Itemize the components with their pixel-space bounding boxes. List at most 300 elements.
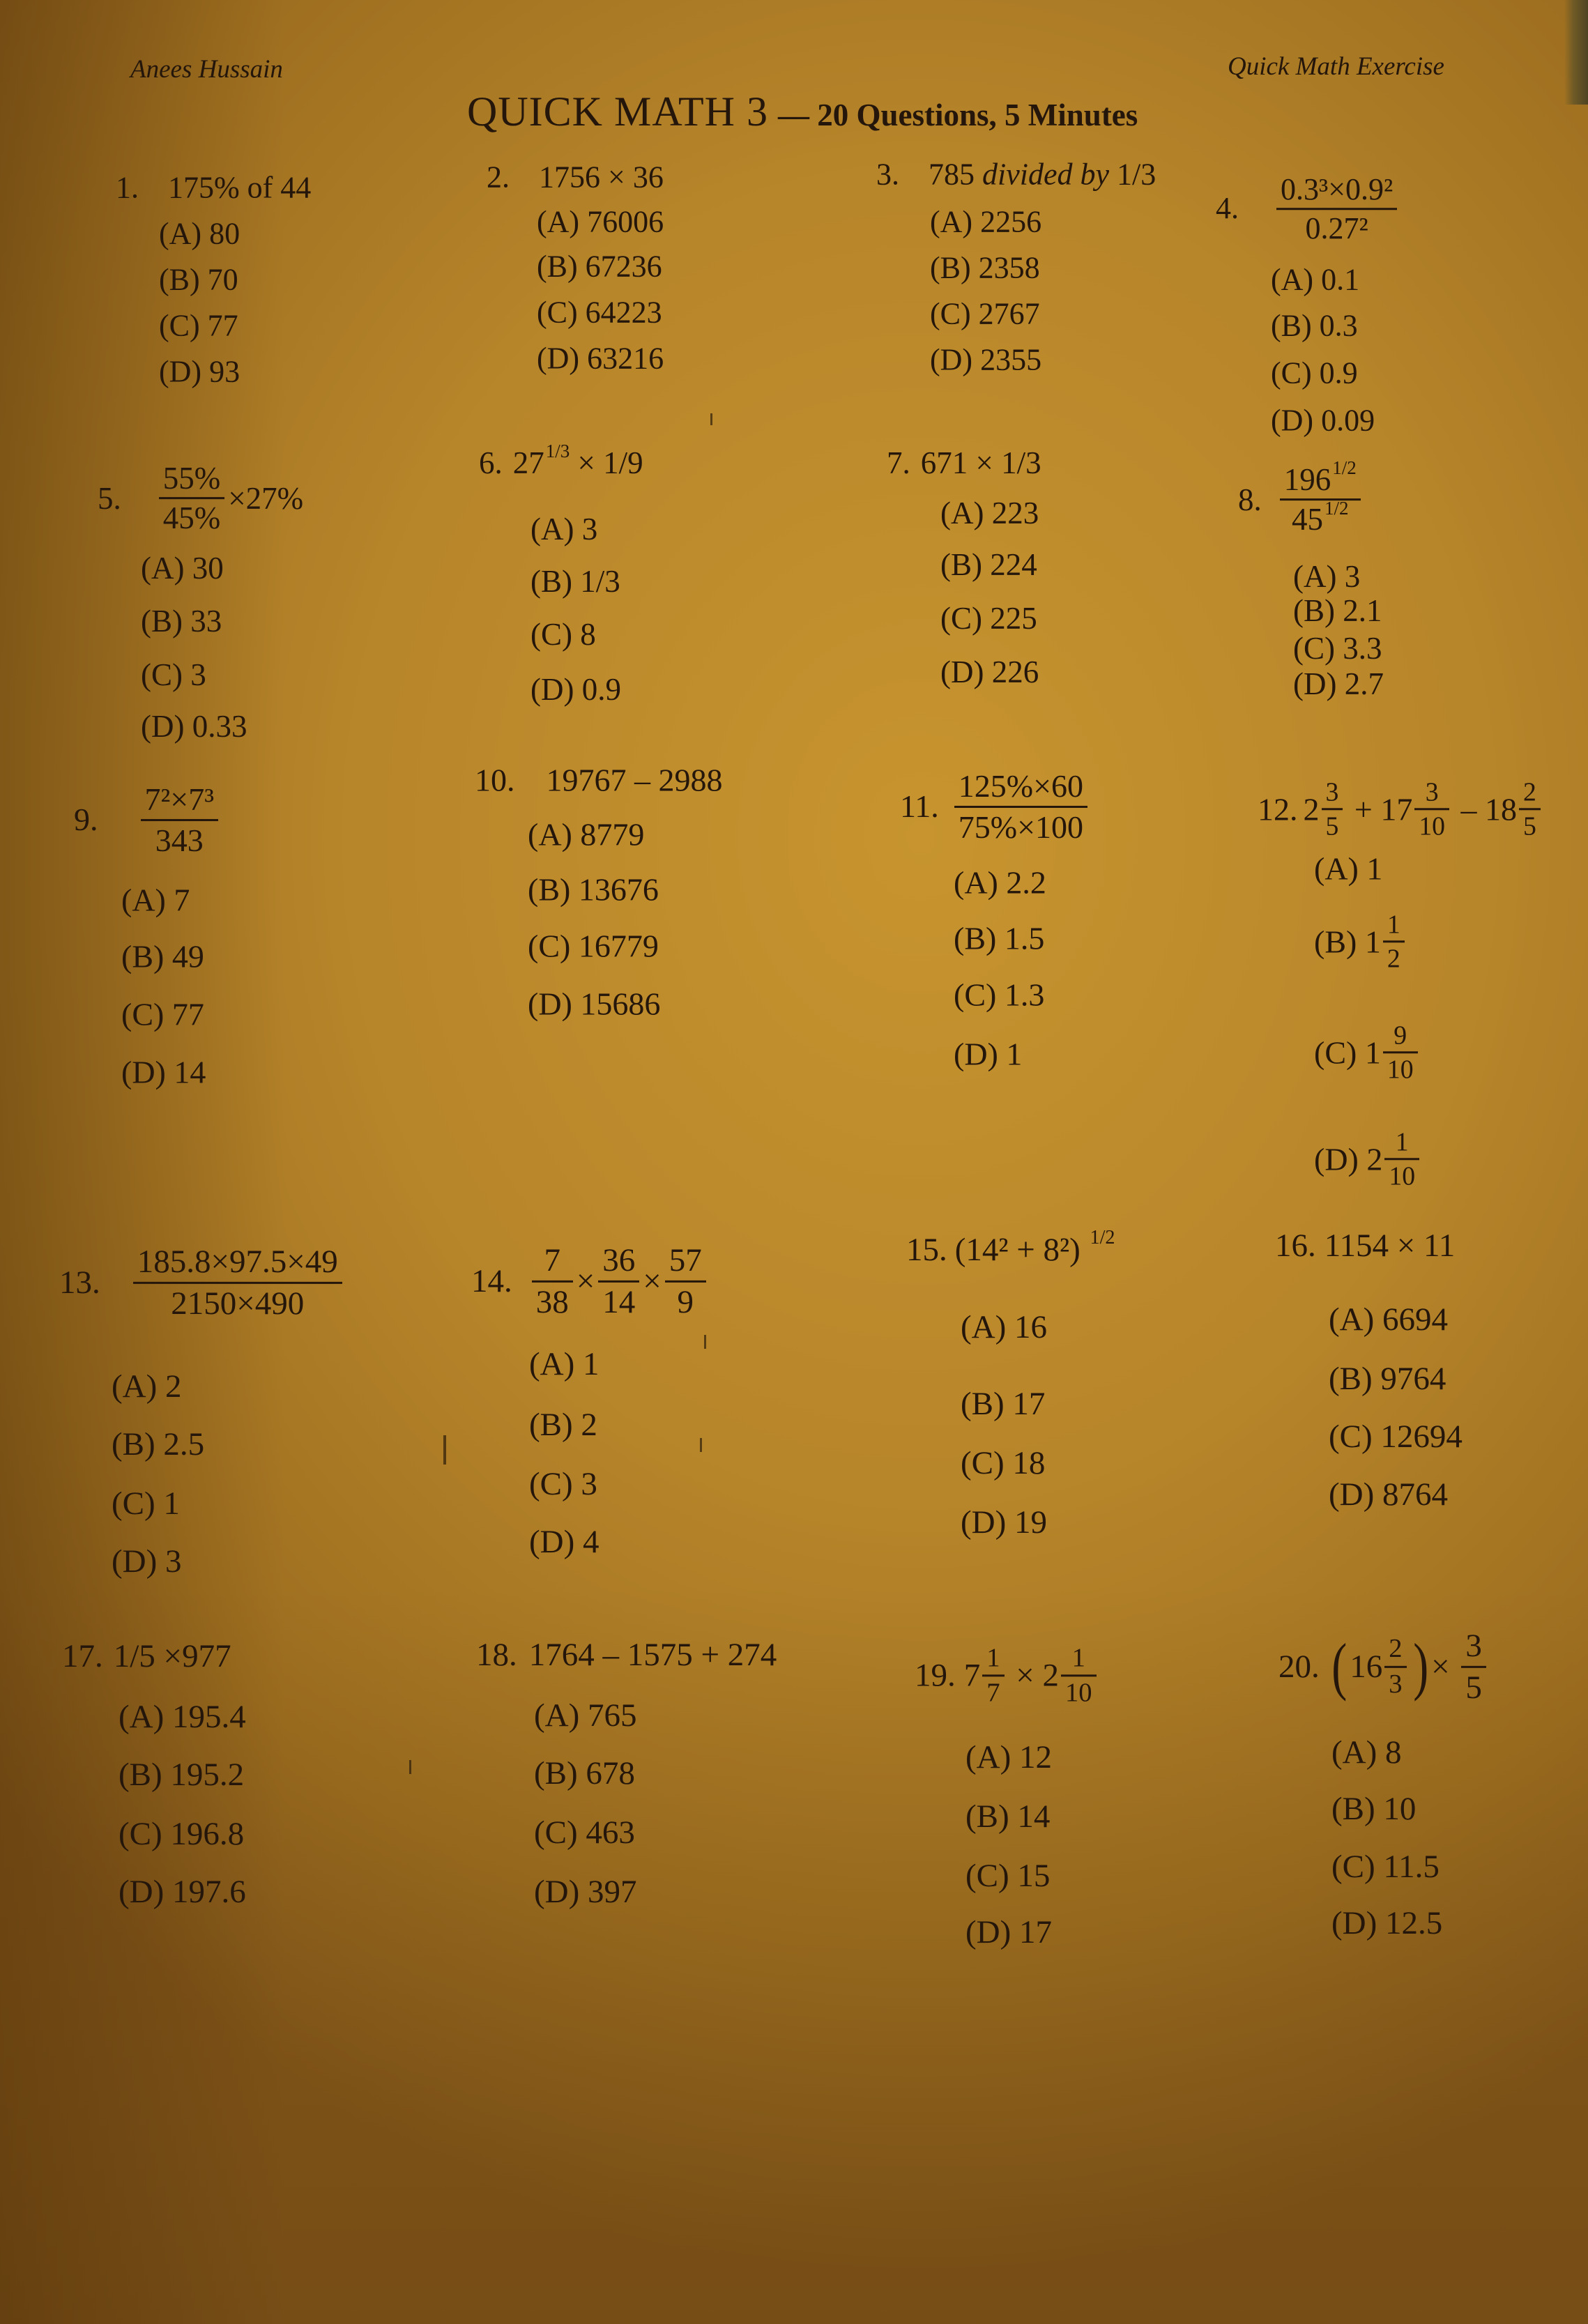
option-c: (C) 77 xyxy=(121,996,204,1032)
title-subtitle: — 20 Questions, 5 Minutes xyxy=(778,98,1138,132)
option-a: (A) 3 xyxy=(1293,559,1361,594)
question-expression xyxy=(951,768,1091,845)
expression-text: 36 xyxy=(602,1241,636,1278)
print-speck xyxy=(704,1335,706,1349)
question-number: 14. xyxy=(471,1262,512,1299)
expression-text: 5 xyxy=(1325,811,1339,841)
fraction-numerator xyxy=(1461,1628,1486,1665)
expression-text: 1/3 xyxy=(1109,157,1156,192)
question-line xyxy=(476,1635,777,1674)
option-c: (C) 3 xyxy=(529,1465,597,1502)
option-a: (A) 8 xyxy=(1331,1734,1402,1771)
fraction-denominator xyxy=(1322,812,1343,841)
option-c: (C) 463 xyxy=(534,1814,635,1851)
expression-text: 9 xyxy=(1394,1020,1407,1050)
question-expression xyxy=(964,1643,1100,1708)
fraction xyxy=(1061,1643,1097,1708)
fraction-denominator xyxy=(982,1679,1004,1708)
fraction-bar xyxy=(1276,208,1397,211)
expression-text: 125%×60 xyxy=(958,767,1084,804)
mixed-number xyxy=(1304,777,1347,841)
question-number: 4. xyxy=(1216,191,1239,226)
expression-text: 3 xyxy=(1425,777,1439,807)
fraction-bar xyxy=(982,1675,1004,1677)
expression-text: 10 xyxy=(1387,1055,1414,1085)
fraction xyxy=(665,1242,706,1320)
question-number: 19. xyxy=(915,1657,956,1694)
fraction-numerator xyxy=(159,461,225,496)
fraction-bar xyxy=(1519,809,1541,811)
option-c: (C) 18 xyxy=(961,1444,1046,1481)
mixed-number xyxy=(1043,1643,1100,1708)
option-a: (A) 3 xyxy=(530,512,598,546)
question-expression xyxy=(528,1242,710,1320)
question-line xyxy=(900,768,1091,845)
fraction-denominator xyxy=(1061,1679,1097,1708)
expression-text: 785 xyxy=(929,157,982,192)
expression-text: (B) xyxy=(1314,924,1365,960)
question-line xyxy=(1238,457,1364,537)
question-expression xyxy=(1304,777,1544,841)
option-b: (B) 195.2 xyxy=(119,1756,245,1793)
fraction-bar xyxy=(1384,1666,1406,1668)
expression-text: 1764 – 1575 + 274 xyxy=(528,1636,777,1673)
question-expression xyxy=(168,170,311,207)
expression-text: 1 xyxy=(1395,1127,1409,1157)
expression-text: 343 xyxy=(155,822,204,858)
question-line xyxy=(876,157,1156,194)
question-line xyxy=(475,760,723,799)
author-name: Anees Hussain xyxy=(130,54,283,84)
fraction xyxy=(532,1242,573,1320)
fraction xyxy=(1280,457,1361,537)
print-speck xyxy=(443,1435,446,1465)
expression-text: 2150×490 xyxy=(171,1285,305,1322)
option-a: (A) 195.4 xyxy=(119,1698,246,1735)
option-c: (C) 225 xyxy=(940,601,1037,636)
option-b: (B) 2 xyxy=(529,1406,597,1443)
question-line xyxy=(887,444,1041,482)
mixed-number xyxy=(1380,777,1453,841)
exercise-label: Quick Math Exercise xyxy=(1228,52,1444,81)
option-c: (C) 2767 xyxy=(930,296,1040,331)
fraction-numerator xyxy=(141,781,219,818)
option-c: (C) 64223 xyxy=(537,295,662,330)
option-a: (A) 12 xyxy=(965,1738,1052,1775)
option-c: (C) 77 xyxy=(159,308,238,343)
option-b: (B) 2358 xyxy=(930,250,1040,285)
fraction-denominator xyxy=(598,1284,639,1321)
fraction-bar xyxy=(1384,1159,1419,1161)
expression-text: 0.27² xyxy=(1305,211,1368,246)
option-d: (D) 4 xyxy=(529,1523,600,1560)
fraction xyxy=(1384,1127,1419,1191)
expression-text: 19767 – 2988 xyxy=(546,762,723,798)
expression-text: × xyxy=(1007,1657,1043,1694)
option-d: (D) 2.7 xyxy=(1293,666,1384,701)
expression-text: 45 xyxy=(1292,502,1323,537)
option-d: (D) 197.6 xyxy=(119,1873,246,1910)
option-d: (D) 14 xyxy=(121,1054,206,1090)
option-b: (B) 33 xyxy=(141,604,222,639)
whole-number: 2 xyxy=(1366,1141,1383,1177)
option-a: (A) 8779 xyxy=(528,816,645,853)
expression-text: 1 xyxy=(1071,1643,1085,1673)
fraction-numerator xyxy=(1384,1634,1406,1664)
whole-number: 16 xyxy=(1350,1648,1383,1685)
option-d: (D) 3 xyxy=(112,1543,182,1580)
option-d: (D) 226 xyxy=(940,655,1039,689)
fraction-bar xyxy=(1322,809,1343,811)
expression-text: 3 xyxy=(1465,1627,1482,1664)
question-expression xyxy=(1329,1628,1490,1706)
fraction xyxy=(1461,1628,1486,1706)
mixed-number xyxy=(1366,1127,1423,1191)
fraction-numerator xyxy=(1068,1643,1090,1673)
option-d: (D) 0.09 xyxy=(1271,403,1375,438)
fraction-denominator xyxy=(1383,945,1405,974)
question-line xyxy=(1278,1628,1490,1706)
whole-number: 17 xyxy=(1380,791,1413,827)
fraction-bar xyxy=(159,498,225,500)
expression-text: 7 xyxy=(544,1241,560,1278)
question-number: 7. xyxy=(887,445,910,480)
option-d xyxy=(1314,1127,1423,1191)
option-d: (D) 12.5 xyxy=(1331,1904,1443,1941)
fraction-numerator xyxy=(1322,777,1343,806)
expression-text: 10 xyxy=(1065,1678,1092,1708)
option-c: (C) 3.3 xyxy=(1293,631,1382,666)
option-d: (D) 0.33 xyxy=(141,709,247,744)
question-line xyxy=(906,1226,1115,1269)
option-c: (C) 15 xyxy=(965,1857,1051,1894)
fraction-denominator xyxy=(1384,1669,1406,1699)
option-b: (B) 1/3 xyxy=(530,564,620,599)
mixed-number xyxy=(1350,1634,1410,1699)
fraction-numerator xyxy=(540,1242,565,1279)
fraction-denominator xyxy=(1384,1162,1419,1191)
expression-text: (C) xyxy=(1314,1034,1365,1071)
fraction xyxy=(954,768,1087,845)
option-c: (C) 12694 xyxy=(1329,1418,1463,1455)
fraction xyxy=(1383,910,1405,973)
expression-text: 27 xyxy=(512,445,544,480)
option-b: (B) 70 xyxy=(159,262,238,297)
print-speck xyxy=(409,1760,411,1774)
fraction-numerator xyxy=(1383,910,1405,939)
fraction-numerator xyxy=(1389,1020,1411,1050)
expression-text: 55% xyxy=(162,461,221,496)
parenthesis: ) xyxy=(1412,1630,1428,1702)
fraction-denominator xyxy=(1383,1055,1418,1085)
option-b: (B) 14 xyxy=(965,1798,1051,1835)
italic-text: divided by xyxy=(982,157,1110,192)
expression-text: × xyxy=(576,1262,595,1299)
expression-text: 175% of 44 xyxy=(168,170,312,205)
option-a: (A) 765 xyxy=(534,1697,637,1734)
expression-text: 10 xyxy=(1389,1161,1416,1191)
expression-text: × xyxy=(643,1262,662,1299)
question-expression xyxy=(954,1226,1115,1269)
option-a: (A) 6694 xyxy=(1329,1301,1448,1338)
fraction xyxy=(141,781,219,858)
question-number: 6. xyxy=(479,445,503,480)
fraction-bar xyxy=(598,1281,639,1283)
expression-text: × 1/9 xyxy=(570,445,643,480)
fraction xyxy=(1383,1020,1418,1084)
fraction-bar xyxy=(954,806,1087,808)
question-line xyxy=(1216,172,1400,246)
question-expression xyxy=(1324,1226,1456,1265)
fraction-bar xyxy=(133,1282,342,1284)
option-d: (D) 19 xyxy=(961,1504,1047,1541)
option-c: (C) 1 xyxy=(112,1485,180,1522)
mixed-number xyxy=(964,1643,1008,1708)
question-line xyxy=(479,441,643,482)
whole-number: 7 xyxy=(963,1657,981,1694)
option-d: (D) 93 xyxy=(159,354,241,389)
fraction-denominator xyxy=(954,809,1087,846)
question-expression xyxy=(529,1635,777,1674)
question-number: 2. xyxy=(487,160,510,194)
question-number: 11. xyxy=(900,788,939,825)
option-b: (B) 1.5 xyxy=(954,920,1045,956)
mixed-number xyxy=(1485,777,1544,841)
option-c xyxy=(1314,1020,1421,1084)
fraction-bar xyxy=(1061,1675,1097,1677)
title-main: QUICK MATH 3 xyxy=(467,89,768,135)
question-expression xyxy=(512,441,643,482)
whole-number: 2 xyxy=(1042,1657,1060,1694)
fraction xyxy=(1384,1634,1406,1699)
fraction xyxy=(133,1244,342,1322)
question-number: 13. xyxy=(59,1264,100,1301)
option-b: (B) 9764 xyxy=(1329,1360,1446,1397)
expression-text: 196 xyxy=(1283,462,1331,498)
expression-text: 7 xyxy=(986,1678,1000,1708)
fraction-denominator xyxy=(159,501,225,536)
option-b: (B) 17 xyxy=(961,1385,1046,1422)
option-b: (B) 0.3 xyxy=(1271,308,1358,343)
fraction-bar xyxy=(665,1281,706,1283)
expression-text: 7²×7³ xyxy=(144,781,215,817)
option-a: (A) 1 xyxy=(529,1345,600,1382)
expression-text: ×27% xyxy=(228,481,304,516)
question-expression xyxy=(137,781,222,858)
option-c: (C) 8 xyxy=(530,617,596,652)
expression-text: 5 xyxy=(1523,811,1536,841)
option-c: (C) 3 xyxy=(141,657,206,692)
question-line xyxy=(74,781,222,858)
fraction xyxy=(598,1242,639,1320)
option-d: (D) 15686 xyxy=(528,986,661,1022)
fraction-denominator xyxy=(673,1284,698,1321)
question-expression xyxy=(921,444,1041,482)
expression-text: 10 xyxy=(1419,811,1446,841)
question-expression xyxy=(1276,457,1364,537)
option-b: (B) 2.5 xyxy=(112,1425,205,1462)
option-b: (B) 49 xyxy=(121,938,204,974)
option-a: (A) 7 xyxy=(121,882,190,918)
question-line xyxy=(116,170,311,207)
option-a: (A) 80 xyxy=(159,216,241,251)
question-expression xyxy=(929,157,1156,194)
expression-text: 2 xyxy=(1389,1634,1403,1664)
expression-text: 1756 × 36 xyxy=(539,160,664,194)
option-d: (D) 397 xyxy=(534,1873,637,1910)
fraction-bar xyxy=(532,1281,573,1283)
fraction-denominator xyxy=(1288,497,1353,537)
option-b: (B) 13676 xyxy=(528,871,659,908)
option-b: (B) 2.1 xyxy=(1293,593,1382,628)
option-c: (C) 1.3 xyxy=(954,977,1045,1013)
option-b: (B) 10 xyxy=(1331,1790,1417,1827)
expression-text: 75%×100 xyxy=(958,809,1084,845)
page-title xyxy=(467,86,1138,137)
fraction-bar xyxy=(1414,809,1449,811)
print-speck xyxy=(710,413,712,425)
whole-number: 1 xyxy=(1364,924,1381,960)
question-number: 1. xyxy=(116,170,139,205)
mixed-number xyxy=(1365,1020,1421,1084)
fraction xyxy=(159,461,225,536)
option-d: (D) 1 xyxy=(954,1036,1023,1072)
fraction-numerator xyxy=(982,1643,1004,1673)
print-speck xyxy=(700,1438,702,1452)
expression-text: 2 xyxy=(1387,944,1400,974)
expression-text: (D) xyxy=(1314,1141,1367,1177)
expression-text: 1 xyxy=(1387,910,1400,940)
fraction-numerator xyxy=(133,1244,342,1281)
option-b: (B) 67236 xyxy=(537,249,662,284)
fraction xyxy=(982,1643,1004,1708)
expression-text: 185.8×97.5×49 xyxy=(137,1243,338,1280)
fraction xyxy=(1322,777,1343,841)
question-expression xyxy=(130,1244,346,1322)
table-edge xyxy=(1564,0,1588,105)
fraction-bar xyxy=(1383,941,1405,943)
expression-text: (14² + 8²) xyxy=(954,1231,1089,1268)
question-line xyxy=(487,160,664,197)
fraction xyxy=(1519,777,1541,841)
whole-number: 2 xyxy=(1303,791,1320,827)
option-d: (D) 2355 xyxy=(930,342,1042,377)
option-d: (D) 8764 xyxy=(1329,1476,1448,1513)
expression-text: 1 xyxy=(986,1643,1000,1673)
question-line xyxy=(59,1244,346,1322)
question-number: 9. xyxy=(74,802,98,838)
question-number: 17. xyxy=(62,1637,103,1674)
fraction-numerator xyxy=(954,768,1087,804)
option-a: (A) 2.2 xyxy=(954,864,1046,901)
question-number: 16. xyxy=(1275,1227,1316,1264)
option-d: (D) 17 xyxy=(965,1913,1052,1950)
option-a: (A) 2 xyxy=(112,1368,182,1405)
fraction-numerator xyxy=(598,1242,639,1279)
option-a: (A) 16 xyxy=(961,1308,1047,1345)
question-line xyxy=(62,1637,231,1676)
superscript: 1/3 xyxy=(545,441,570,462)
question-expression xyxy=(1273,172,1400,246)
question-number: 20. xyxy=(1278,1648,1320,1685)
superscript: 1/2 xyxy=(1332,457,1357,479)
fraction-bar xyxy=(141,819,219,821)
expression-text: 5 xyxy=(1465,1669,1482,1706)
fraction-denominator xyxy=(167,1285,308,1322)
option-a: (A) 0.1 xyxy=(1271,262,1360,297)
expression-text: 0.3³×0.9² xyxy=(1281,172,1394,207)
option-c: (C) 0.9 xyxy=(1271,356,1358,390)
option-a: (A) 223 xyxy=(940,496,1039,530)
expression-text: 1/5 ×977 xyxy=(113,1637,231,1674)
whole-number: 1 xyxy=(1364,1034,1381,1071)
option-b: (B) 678 xyxy=(534,1755,635,1791)
expression-text: 671 × 1/3 xyxy=(920,445,1041,480)
fraction-denominator xyxy=(1461,1669,1486,1706)
question-number: 8. xyxy=(1238,482,1262,517)
fraction-denominator xyxy=(1301,212,1373,246)
fraction-numerator xyxy=(1280,457,1361,498)
option-a: (A) 2256 xyxy=(930,204,1042,239)
fraction-denominator xyxy=(151,823,208,859)
expression-text: × xyxy=(1431,1648,1458,1685)
mixed-number xyxy=(1365,910,1408,973)
option-c: (C) 11.5 xyxy=(1331,1848,1440,1885)
expression-text: 3 xyxy=(1389,1669,1403,1699)
question-number: 12. xyxy=(1258,791,1298,827)
option-b: (B) 224 xyxy=(940,547,1037,582)
option-a: (A) 1 xyxy=(1314,850,1383,887)
expression-text: 1154 × 11 xyxy=(1324,1227,1456,1264)
expression-text: 3 xyxy=(1325,777,1339,807)
superscript: 1/2 xyxy=(1090,1226,1115,1248)
option-b xyxy=(1314,910,1408,973)
fraction-denominator xyxy=(1414,812,1449,841)
fraction-numerator xyxy=(1276,172,1397,206)
fraction-numerator xyxy=(665,1242,706,1279)
option-a: (A) 30 xyxy=(141,551,224,586)
expression-text: – xyxy=(1453,791,1486,827)
expression-text: 2 xyxy=(1523,777,1536,807)
question-expression xyxy=(114,1637,231,1676)
question-line xyxy=(1258,777,1544,841)
fraction-denominator xyxy=(1519,812,1541,841)
option-c: (C) 16779 xyxy=(528,928,659,964)
expression-text: 9 xyxy=(677,1283,694,1320)
fraction-numerator xyxy=(1421,777,1443,806)
question-number: 18. xyxy=(476,1636,517,1673)
option-d: (D) 0.9 xyxy=(530,672,621,707)
option-a: (A) 76006 xyxy=(537,204,664,239)
question-line xyxy=(98,461,303,536)
fraction-bar xyxy=(1383,1052,1418,1054)
fraction xyxy=(1414,777,1449,841)
question-number: 3. xyxy=(876,157,899,192)
question-line xyxy=(471,1242,710,1320)
expression-text: 14 xyxy=(602,1283,636,1320)
whole-number: 18 xyxy=(1485,791,1518,827)
fraction xyxy=(1276,172,1397,246)
fraction-bar xyxy=(1461,1666,1486,1668)
expression-text: 38 xyxy=(535,1283,569,1320)
question-expression xyxy=(539,160,664,197)
expression-text: 45% xyxy=(162,500,221,536)
expression-text: + xyxy=(1346,791,1381,827)
question-expression xyxy=(547,760,723,799)
fraction-denominator xyxy=(532,1284,573,1321)
option-c: (C) 196.8 xyxy=(119,1815,245,1852)
superscript: 1/2 xyxy=(1324,497,1349,519)
